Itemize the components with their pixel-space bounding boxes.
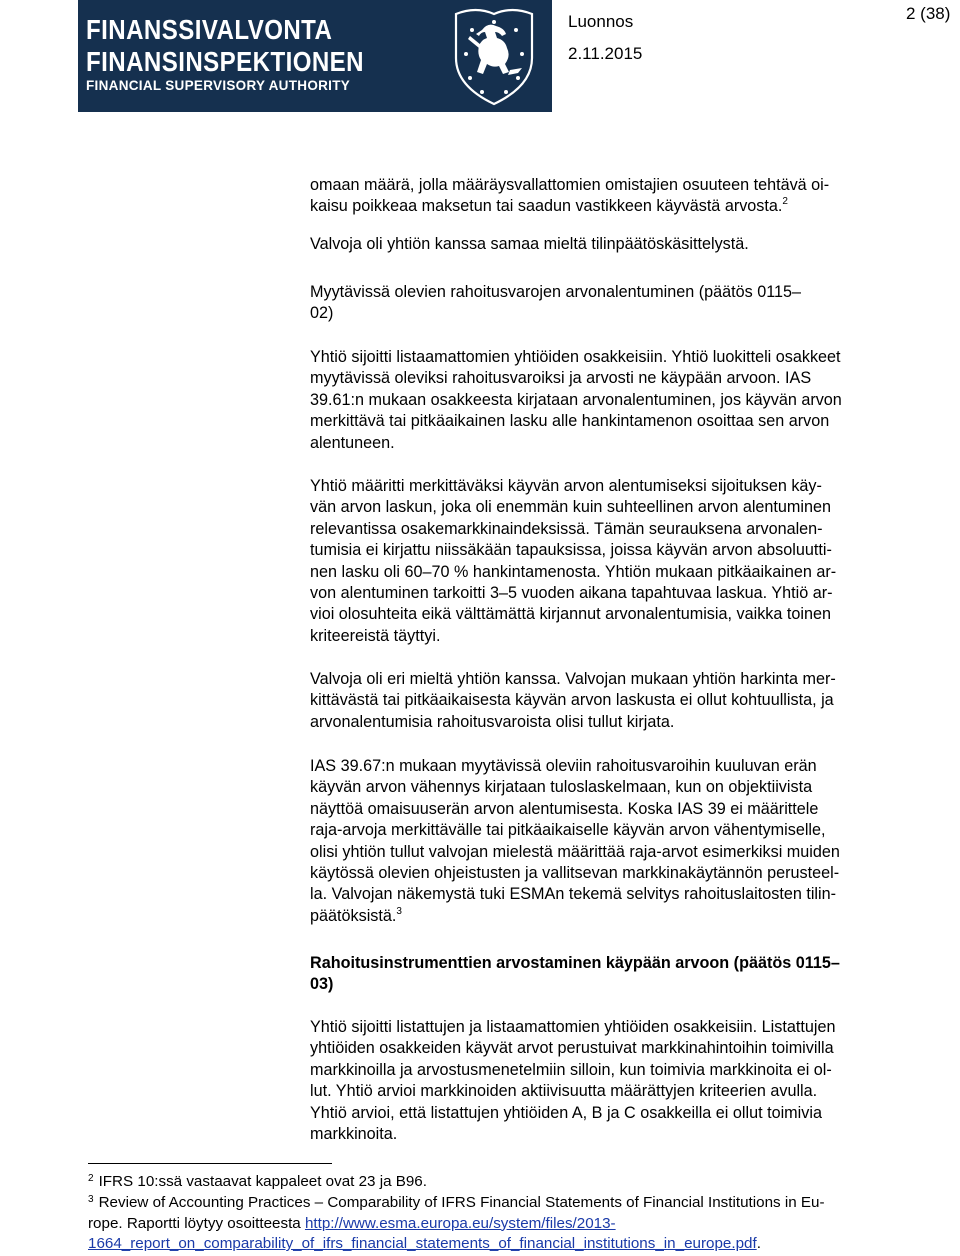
text-line: käyvän arvon vähennys kirjataan tuloslaskelmaan, kun on objektiivista: [310, 778, 813, 797]
paragraph-7: [310, 1017, 930, 1145]
text-line: Yhtiö määritti merkittäväksi käyvän arvon alentumiseksi sijoituksen käy-: [310, 477, 822, 495]
text-line: vioi olosuhteita eikä välttämättä kirjannut arvonalentumisia, vaikka toinen: [310, 605, 831, 624]
text-line: olisi yhtiön tullut valvojan mielestä määrittää raja-arvot esimerkiksi muiden: [310, 842, 840, 861]
text-line: IAS 39.67:n mukaan myytävissä oleviin rahoitusvaroihin kuuluvan erän: [310, 757, 817, 775]
heading-line: Rahoitusinstrumenttien arvostaminen käypään arvoon (päätös 0115–: [310, 954, 840, 972]
footnote-line: 1664_report_on_comparability_of_ifrs_financial_statements_of_financial_institutions_in_europe.pdf.: [88, 1235, 761, 1252]
text-line: markkinoilla ja arvostusmenetelmiin silloin, kun toimivia markkinoita ei ol-: [310, 1060, 832, 1079]
text-line: omaan määrä, jolla määräysvallattomien omistajien osuuteen tehtävä oi-: [310, 176, 830, 194]
text-line: Valvoja oli yhtiön kanssa samaa mieltä tilinpäätöskäsittelystä.: [310, 235, 749, 253]
text-line: näyttöä omaisuuserän arvon alentumisesta. Koska IAS 39 ei määrittele: [310, 799, 819, 818]
paragraph-3: [310, 347, 930, 454]
footnote-line: [88, 1172, 427, 1193]
logo-text-financial-supervisory-authority: FINANCIAL SUPERVISORY AUTHORITY: [86, 78, 351, 93]
heading-line: 03): [310, 975, 334, 994]
text-line: relevantissa osakemarkkinaindeksissä. Tämän seurauksena arvonalen-: [310, 519, 823, 538]
text-line: käytössä olevien ohjeistusten ja vallitsevan markkinakäytännön perusteel-: [310, 863, 840, 882]
document-status: Luonnos: [568, 12, 634, 31]
text-line: kittävästä tai pitkäaikaisesta käyvän arvon laskusta ei ollut kohtuullista, ja: [310, 691, 834, 710]
text-line: raja-arvoja merkittävälle tai pitkäaikaiselle käyvän arvon vähentymiselle,: [310, 821, 826, 840]
logo-text-finanssivalvonta: FINANSSIVALVONTA: [86, 14, 333, 45]
footnote-separator: [88, 1163, 332, 1164]
paragraph-5: [310, 669, 930, 733]
paragraph-2: [310, 234, 930, 255]
footnote-ref-3[interactable]: 3: [396, 905, 402, 917]
text-line: arvonalentumisia rahoitusvaroista olisi tullut kirjata.: [310, 712, 675, 731]
text-line: vän arvon laskun, joka oli enemmän kuin suhteellinen arvon alentuminen: [310, 498, 832, 517]
heading-line: Myytävissä olevien rahoitusvarojen arvonalentuminen (päätös 0115–: [310, 283, 802, 301]
heading-line: 02): [310, 304, 334, 323]
text-line: päätöksistä.$^3$: [310, 905, 402, 925]
text-line: la. Valvojan näkemystä tuki ESMAn tekemä selvitys rahoituslaitosten tilin-: [310, 885, 837, 904]
esma-report-link[interactable]: http://www.esma.europa.eu/system/files/2013-: [304, 1214, 616, 1232]
page-header: [0, 0, 960, 112]
footnote-text: Review of Accounting Practices – Comparability of IFRS Financial Statements of Financial Institutions in Eu-: [98, 1194, 825, 1211]
footnote-ref-2[interactable]: 2: [782, 196, 788, 208]
footnote-line: [88, 1193, 825, 1214]
paragraph-6: [310, 756, 930, 927]
text-line: lut. Yhtiö arvioi markkinoiden aktiivisuutta määrättyjen kriteerien avulla.: [310, 1082, 818, 1101]
section-heading-0115-03: [310, 953, 930, 996]
text-line: markkinoita.: [310, 1124, 398, 1143]
footnote-text: rope. Raportti löytyy osoitteesta: [88, 1214, 305, 1232]
esma-report-link-continued[interactable]: 1664_report_on_comparability_of_ifrs_financial_statements_of_financial_institutions_in_europe.pdf: [88, 1235, 757, 1252]
text-line: yhtiöiden osakkeiden käyvät arvot perustuivat markkinahintoihin toimivilla: [310, 1039, 834, 1058]
fiva-logo: [78, 0, 552, 112]
document-date: 2.11.2015: [568, 44, 643, 63]
footnote-number: 2: [88, 1173, 94, 1184]
text-line: myytävissä oleviksi rahoitusvaroiksi ja arvosti ne käypään arvoon. IAS: [310, 369, 812, 388]
text-line: merkittävä tai pitkäaikainen lasku alle hankintamenon osoittaa sen arvon: [310, 412, 830, 431]
text-line: kriteereistä täyttyi.: [310, 626, 441, 645]
section-heading-0115-02: [310, 282, 930, 325]
page-number: 2 (38): [906, 4, 951, 23]
paragraph-4: [310, 476, 930, 647]
text-line: nen lasku oli 60–70 % hankintamenosta. Yhtiön mukaan pitkäaikainen ar-: [310, 562, 837, 581]
text-line: tumisia ei kirjattu niissäkään tapauksissa, joissa käyvän arvon absoluutti-: [310, 541, 832, 560]
paragraph-1: [310, 175, 930, 218]
text-line: Yhtiö sijoitti listaamattomien yhtiöiden osakkeisiin. Yhtiö luokitteli osakkeet: [310, 348, 841, 366]
footnote-line: [88, 1214, 825, 1235]
lion-crest-icon: [436, 0, 552, 112]
text-line: alentuneen.: [310, 433, 395, 452]
text-line: Yhtiö sijoitti listattujen ja listaamattomien yhtiöiden osakkeisiin. Listattujen: [310, 1018, 836, 1036]
footnote-number: 3: [88, 1194, 94, 1205]
text-line: Valvoja oli eri mieltä yhtiön kanssa. Valvojan mukaan yhtiön harkinta mer-: [310, 670, 836, 688]
text-line: Yhtiö arvioi, että listattujen yhtiöiden A, B ja C osakkeilla ei ollut toimivia: [310, 1103, 822, 1122]
text-line: kaisu poikkeaa maksetun tai saadun vastikkeen käyvästä arvosta.$^2$: [310, 196, 788, 216]
footnote-2: [88, 1172, 427, 1193]
footnote-text: IFRS 10:ssä vastaavat kappaleet ovat 23 ja B96.: [98, 1173, 427, 1190]
text-line: 39.61:n mukaan osakkeesta kirjataan arvonalentuminen, jos käyvän arvon: [310, 390, 842, 409]
logo-text-finansinspektionen: FINANSINSPEKTIONEN: [86, 46, 364, 77]
footnote-3: [88, 1193, 825, 1255]
text-line: von alentuminen tarkoitti 3–5 vuoden aikana tapahtuvaa laskua. Yhtiö ar-: [310, 583, 833, 602]
